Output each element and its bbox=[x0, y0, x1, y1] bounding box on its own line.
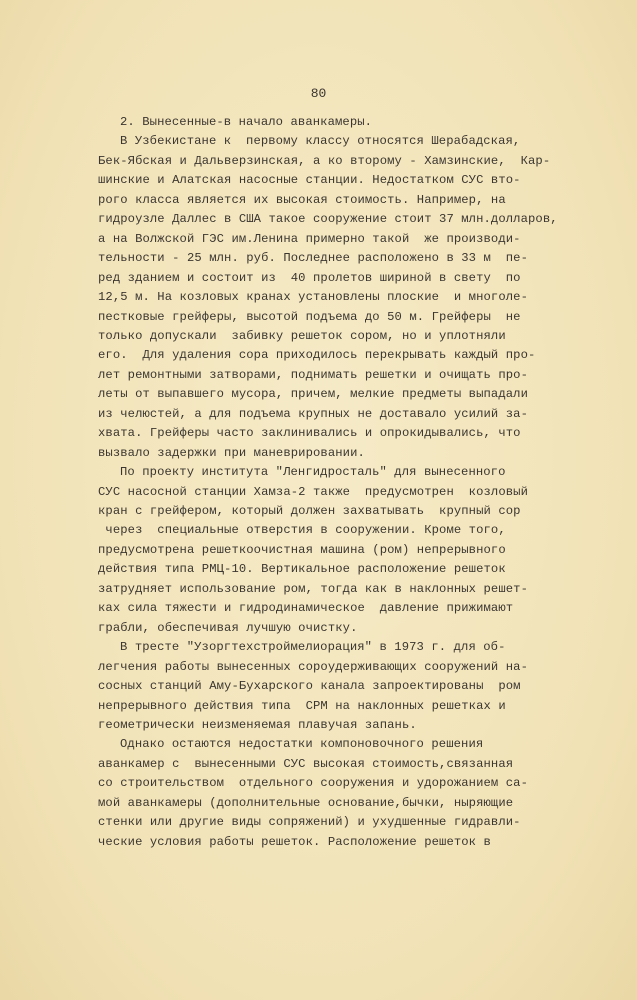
text-line: хвата. Грейферы часто заклинивались и опрокидывались, что bbox=[98, 426, 521, 441]
text-line: кран с грейфером, который должен захватывать крупный сор bbox=[98, 504, 521, 518]
text-line: 12,5 м. На козловых кранах установлены плоские и многоле- bbox=[98, 290, 528, 305]
text-line: действия типа РМЦ-10. Вертикальное расположение решеток bbox=[98, 562, 506, 577]
text-line: через специальные отверстия в сооружении. Кроме того, bbox=[98, 523, 506, 538]
text-line: В Узбекистане к первому классу относятся Шерабадская, bbox=[120, 134, 521, 149]
text-line: В тресте "Узоргтехстроймелиорация" в 1973 г. для об- bbox=[120, 640, 506, 655]
text-line: тельности - 25 млн. руб. Последнее расположено в 33 м пе- bbox=[98, 251, 528, 266]
text-line: его. Для удаления сора приходилось перекрывать каждый про- bbox=[98, 348, 536, 363]
text-line: вызвало задержки при маневрировании. bbox=[98, 445, 365, 460]
text-line: шинские и Алатская насосные станции. Недостатком СУС вто- bbox=[98, 173, 521, 188]
text-line: легчения работы вынесенных сороудерживающих сооружений на- bbox=[98, 659, 528, 674]
text-line: а на Волжской ГЭС им.Ленина примерно такой же производи- bbox=[98, 231, 521, 246]
text-line: со строительством отдельного сооружения и удорожанием са- bbox=[98, 776, 528, 791]
text-line: грабли, обеспечивая лучшую очистку. bbox=[98, 620, 358, 635]
text-line: лет ремонтными затворами, поднимать решетки и очищать про- bbox=[98, 367, 528, 382]
text-line: СУС насосной станции Хамза-2 также предусмотрен козловый bbox=[98, 484, 528, 499]
page-number: 80 bbox=[310, 86, 327, 101]
text-line: ред зданием и состоит из 40 пролетов шириной в свету по bbox=[98, 270, 521, 285]
text-line: ках сила тяжести и гидродинамическое давление прижимают bbox=[98, 601, 514, 616]
text-line: только допускали забивку решеток сором, но и уплотняли bbox=[98, 328, 506, 343]
text-line: По проекту института "Ленгидросталь" для вынесенного bbox=[120, 465, 506, 480]
text-line: сосных станций Аму-Бухарского канала запроектированы ром bbox=[98, 679, 521, 694]
text-line: Однако остаются недостатки компоновочного решения bbox=[120, 737, 484, 752]
text-line: мой аванкамеры (дополнительные основание,бычки, ныряющие bbox=[98, 795, 514, 810]
text-line: пестковые грейферы, высотой подъема до 50 м. Грейферы не bbox=[98, 309, 521, 324]
text-line: леты от выпавшего мусора, причем, мелкие предметы выпадали bbox=[98, 387, 528, 402]
text-line: непрерывного действия типа СРМ на наклонных решетках и bbox=[98, 698, 506, 713]
text-line: предусмотрена решеткоочистная машина (ром) непрерывного bbox=[98, 542, 506, 557]
text-line: рого класса является их высокая стоимость. Например, на bbox=[98, 192, 506, 207]
text-line: геометрически неизменяемая плавучая запань. bbox=[98, 717, 417, 732]
text-line: аванкамер с вынесенными СУС высокая стоимость,связанная bbox=[98, 756, 514, 771]
text-line: Бек-Ябская и Дальверзинская, а ко второму - Хамзинские, Кар- bbox=[98, 153, 551, 168]
text-line: стенки или другие виды сопряжений) и ухудшенные гидравли- bbox=[98, 815, 521, 830]
text-line: ческие условия работы решеток. Расположение решеток в bbox=[98, 834, 491, 849]
text-line: гидроузле Даллес в США такое сооружение стоит 37 млн.долларов, bbox=[98, 212, 558, 227]
text-line: затрудняет использование ром, тогда как в наклонных решет- bbox=[98, 581, 528, 596]
section-heading: 2. Вынесенные-в начало аванкамеры. bbox=[120, 115, 373, 129]
text-line: из челюстей, а для подъема крупных не доставало усилий за- bbox=[98, 406, 528, 421]
